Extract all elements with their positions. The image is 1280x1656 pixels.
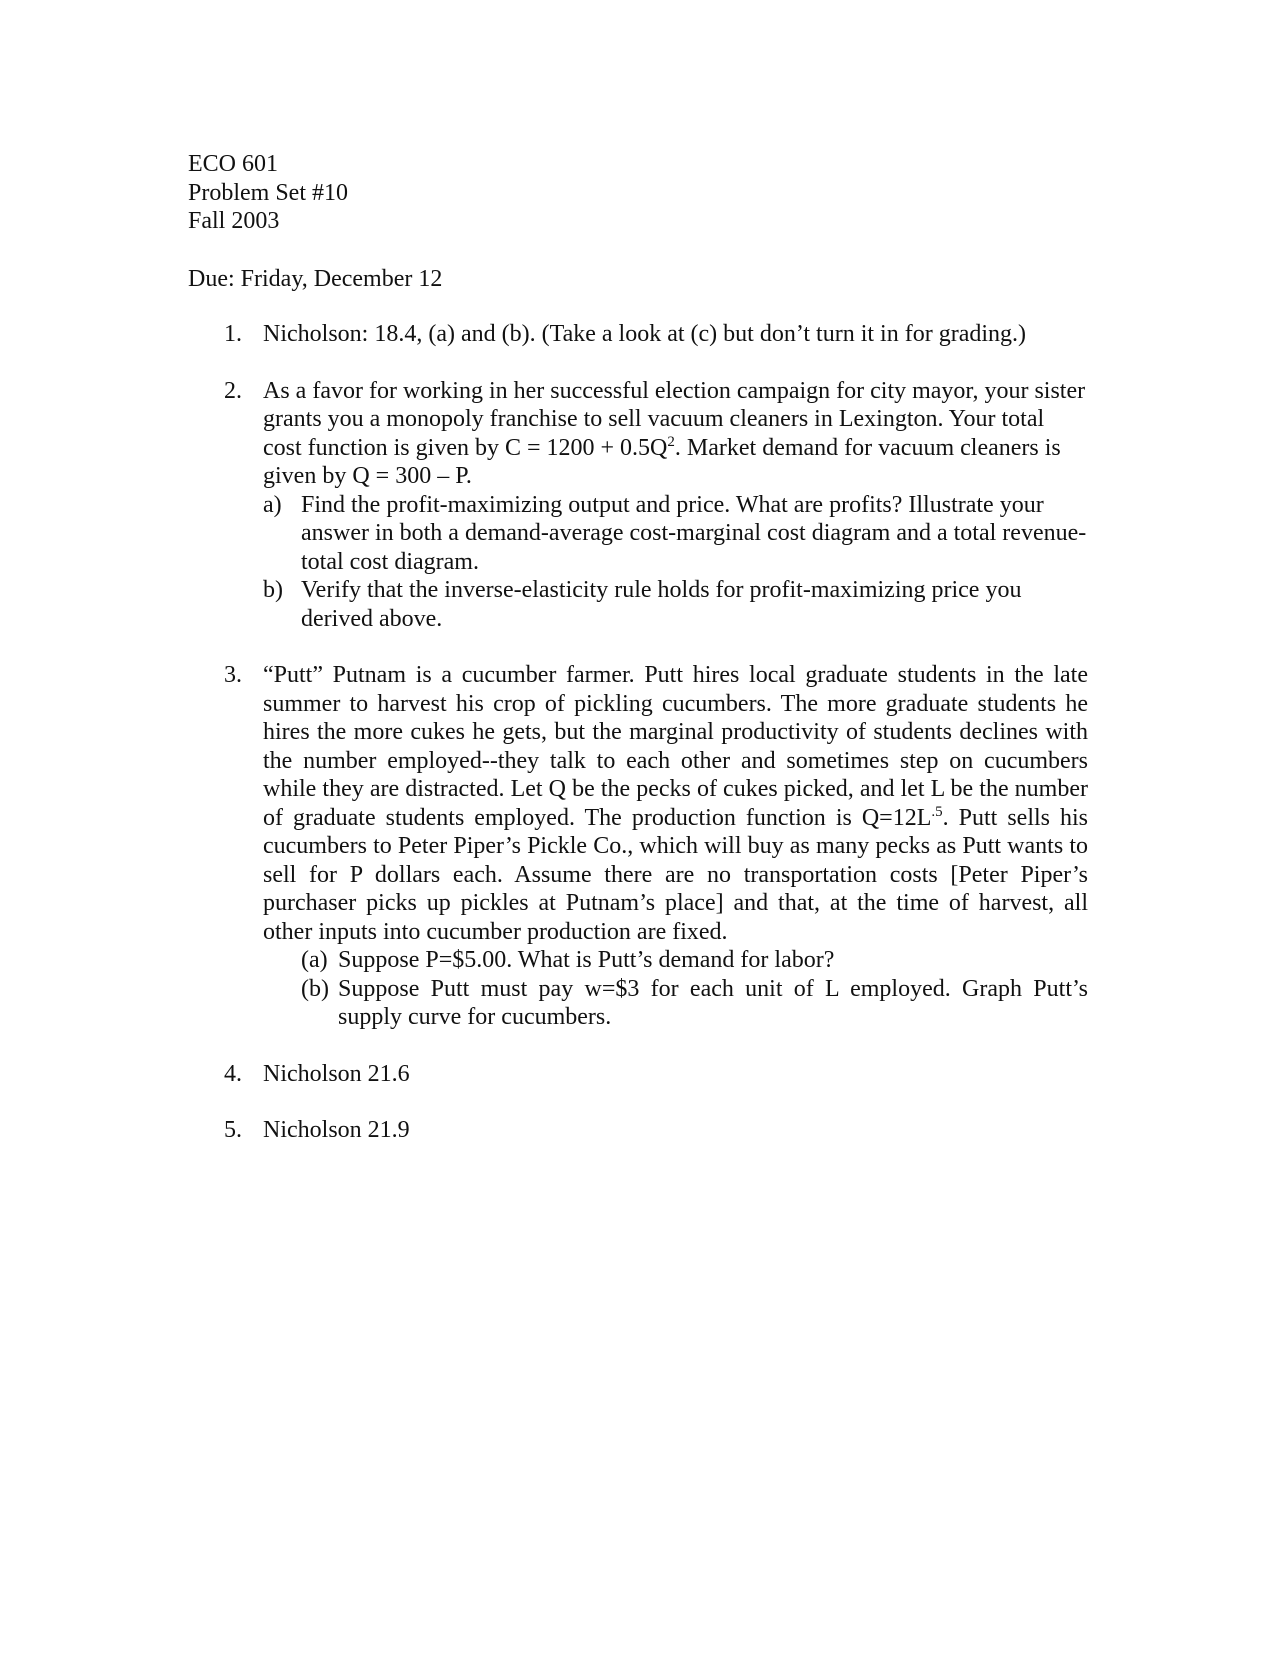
sub-question-label: a) — [263, 491, 282, 518]
exponent: .5 — [931, 803, 943, 820]
document-page — [188, 150, 1088, 1173]
due-date: Due: Friday, December 12 — [188, 265, 443, 292]
sub-question-text: Suppose Putt must pay w=$3 for each unit of L employed. Graph Putt’s supply curve for cucumbers. — [338, 975, 1088, 1030]
problem-1 — [188, 320, 1088, 349]
sub-question-label: b) — [263, 577, 283, 603]
exponent: 2 — [667, 433, 675, 450]
problem-text-part: As a favor for working in her successful election campaign for city mayor, your sister grants you a monopoly franchise to sell vacuum cleaners in Lexington. Your total cost function is given by C = 1200 + 0.5Q — [263, 377, 1086, 461]
problem-text-part: . Putt sells his cucumbers to Peter Piper’s Pickle Co., which will buy as many pecks as Putt wants to sell for P dollars each. Assume there are no transportation costs [Peter Piper’s purchaser picks up pickles at Putnam’s place] and that, at the time of harvest, all other inputs into cucumber production are fixed. — [263, 804, 1089, 945]
problem-2 — [188, 377, 1088, 634]
course-code: ECO 601 — [188, 151, 278, 177]
sub-question-text: Verify that the inverse-elasticity rule holds for profit-maximizing price you derived above. — [301, 577, 1022, 632]
problem-number: 1. — [224, 321, 242, 347]
problem-text-part: “Putt” Putnam is a cucumber farmer. Putt hires local graduate students in the late summer to harvest his crop of pickling cucumbers. The more graduate students he hires the more cukes he gets, but the marginal productivity of students declines with the number employed--they talk to each other and sometimes step on cucumbers while they are distracted. Let Q be the pecks of cukes picked, and let L be the number of graduate students employed. The production function is Q=12L — [263, 662, 1088, 831]
problem-set-title: Problem Set #10 — [188, 179, 348, 206]
sub-question-a — [263, 946, 1088, 975]
problem-list — [188, 320, 1088, 1145]
problem-text — [263, 377, 1088, 491]
problem-3 — [188, 661, 1088, 1032]
sub-question-list — [263, 491, 1088, 634]
term: Fall 2003 — [188, 208, 280, 234]
problem-number: 5. — [224, 1117, 242, 1143]
sub-question-label: (b) — [301, 975, 329, 1002]
problem-text: Nicholson 21.6 — [263, 1060, 410, 1087]
sub-question-list — [263, 946, 1088, 1032]
problem-number: 3. — [224, 662, 242, 688]
problem-text — [263, 661, 1088, 946]
problem-text: Nicholson: 18.4, (a) and (b). (Take a look at (c) but don’t turn it in for grading.) — [263, 321, 1027, 347]
sub-question-b — [263, 576, 1088, 633]
sub-question-text: Find the profit-maximizing output and price. What are profits? Illustrate your answer in both a demand-average cost-marginal cost diagram and a total revenue-total cost diagram. — [301, 491, 1087, 575]
sub-question-text: Suppose P=$5.00. What is Putt’s demand for labor? — [338, 947, 835, 973]
sub-question-a — [263, 491, 1088, 577]
problem-4 — [188, 1060, 1088, 1089]
sub-question-label: (a) — [301, 947, 328, 973]
problem-number: 2. — [224, 377, 242, 404]
problem-5 — [188, 1116, 1088, 1145]
sub-question-b — [263, 975, 1088, 1032]
problem-number: 4. — [224, 1060, 242, 1087]
document-header — [188, 150, 1088, 236]
problem-text-part: . Market demand for vacuum cleaners is given by Q = 300 – P. — [263, 434, 1061, 489]
problem-text: Nicholson 21.9 — [263, 1117, 410, 1143]
